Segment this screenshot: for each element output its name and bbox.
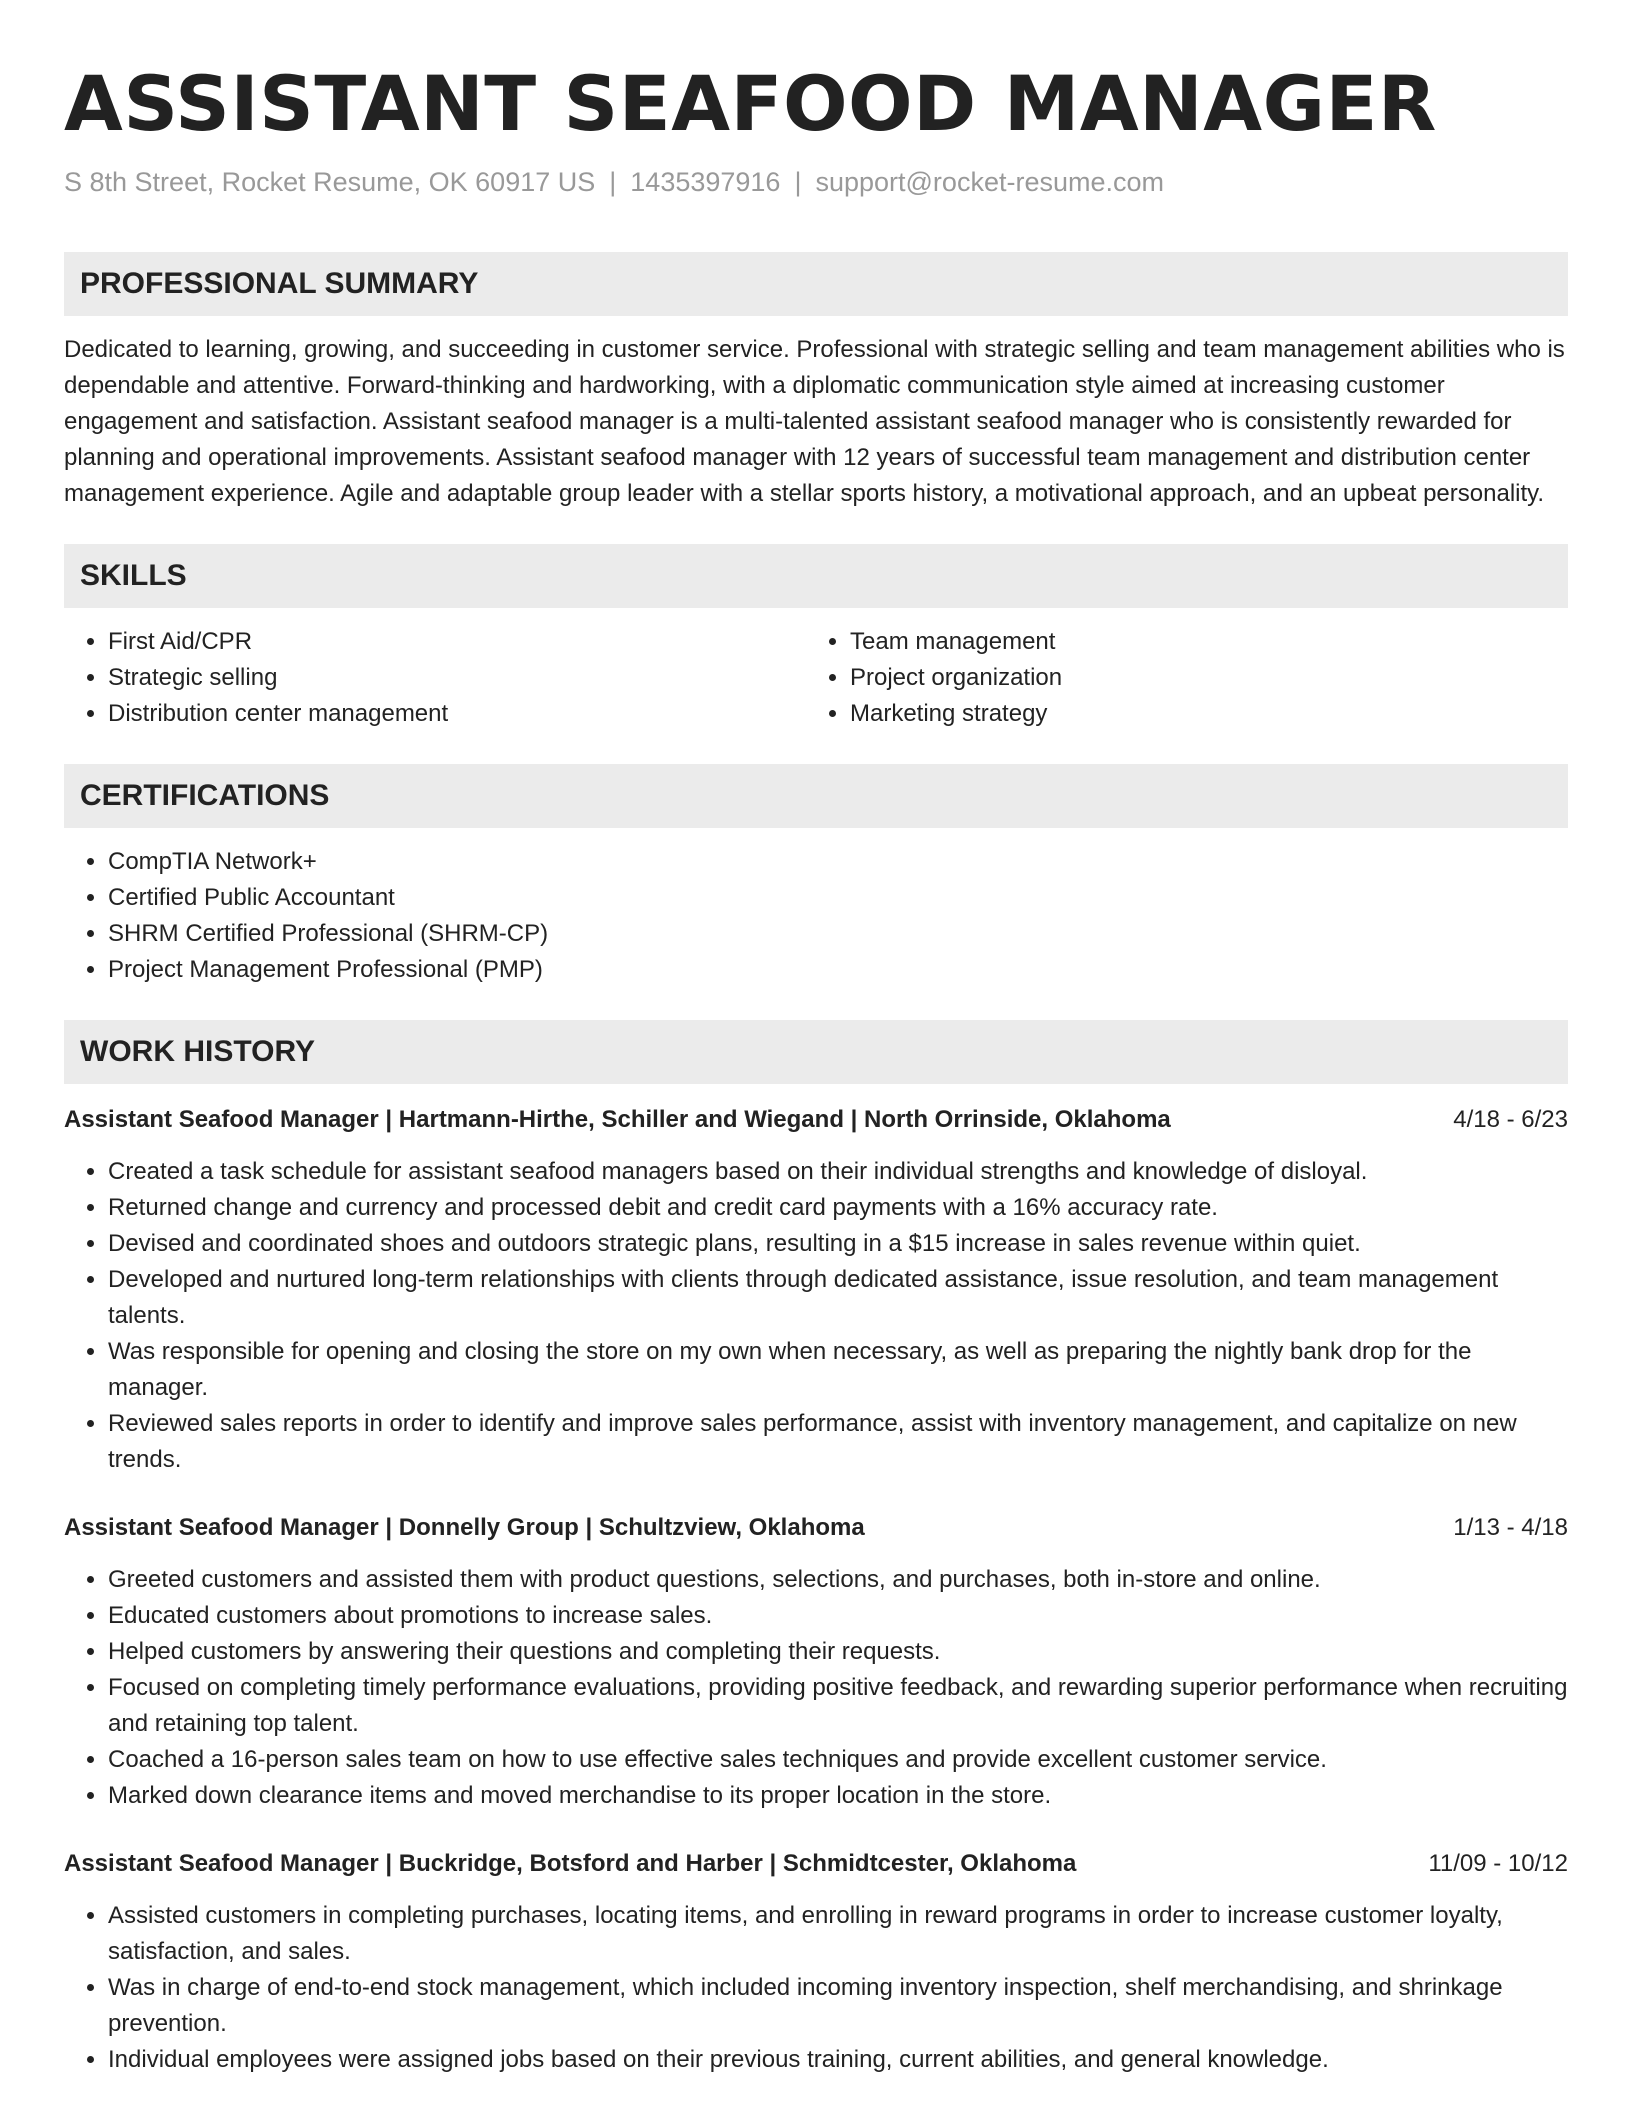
skill-item: • First Aid/CPR xyxy=(108,624,806,660)
section-heading-skills: SKILLS xyxy=(64,544,1568,608)
contact-line xyxy=(64,164,1568,200)
job-bullet: • Was responsible for opening and closing the store on my own when necessary, as well as preparing the nightly bank drop for the manager. xyxy=(108,1334,1568,1406)
job-bullets xyxy=(64,1154,1568,1478)
summary-text: Dedicated to learning, growing, and succeeding in customer service. Professional with strategic selling and team management abilities who is dependable and attentive. Forward-thinking and hardworking, with a diplomatic communication style aimed at increasing customer engagement and satisfaction. Assistant seafood manager is a multi-talented assistant seafood manager who is consistently rewarded for planning and operational improvements. Assistant seafood manager with 12 years of successful team management and distribution center management experience. Agile and adaptable group leader with a stellar sports history, a motivational approach, and an upbeat personality. xyxy=(64,336,1565,507)
job-bullet: • Marked down clearance items and moved merchandise to its proper location in the store. xyxy=(108,1778,1568,1814)
job-bullet: • Focused on completing timely performance evaluations, providing positive feedback, and rewarding superior performance when recruiting and retaining top talent. xyxy=(108,1670,1568,1742)
job-bullet: • Devised and coordinated shoes and outdoors strategic plans, resulting in a $15 increase in sales revenue within quiet. xyxy=(108,1226,1568,1262)
skills-list xyxy=(64,624,1568,732)
job-bullet: • Developed and nurtured long-term relationships with clients through dedicated assistance, issue resolution, and team management talents. xyxy=(108,1262,1568,1334)
job-dates: 11/09 - 10/12 xyxy=(1428,1850,1568,1877)
job-bullet: • Individual employees were assigned jobs based on their previous training, current abilities, and general knowledge. xyxy=(108,2042,1568,2078)
certifications-list xyxy=(64,844,1568,988)
resume-page xyxy=(64,52,1568,2078)
skill-item: • Strategic selling xyxy=(108,660,806,696)
job-header xyxy=(64,1846,1568,1882)
job-bullets xyxy=(64,1562,1568,1814)
section-heading-certifications: CERTIFICATIONS xyxy=(64,764,1568,828)
job-bullet: • Assisted customers in completing purchases, locating items, and enrolling in reward programs in order to increase customer loyalty, satisfaction, and sales. xyxy=(108,1898,1568,1970)
certification-item: • SHRM Certified Professional (SHRM-CP) xyxy=(108,916,1568,952)
skills-column-right xyxy=(806,624,1548,732)
certification-item: • Certified Public Accountant xyxy=(108,880,1568,916)
certification-item: • Project Management Professional (PMP) xyxy=(108,952,1568,988)
job-dates: 4/18 - 6/23 xyxy=(1453,1106,1568,1133)
job-bullets xyxy=(64,1898,1568,2078)
job-header xyxy=(64,1510,1568,1546)
contact-address: S 8th Street, Rocket Resume, OK 60917 US xyxy=(64,167,596,197)
section-heading-summary: PROFESSIONAL SUMMARY xyxy=(64,252,1568,316)
skill-item: • Team management xyxy=(850,624,1548,660)
job-bullet: • Greeted customers and assisted them with product questions, selections, and purchases, both in-store and online. xyxy=(108,1562,1568,1598)
job-bullet: • Helped customers by answering their questions and completing their requests. xyxy=(108,1634,1568,1670)
resume-title: ASSISTANT SEAFOOD MANAGER xyxy=(64,59,1437,148)
job-title: Assistant Seafood Manager | Buckridge, Botsford and Harber | Schmidtcester, Oklahoma xyxy=(64,1850,1077,1877)
job-bullet: • Was in charge of end-to-end stock management, which included incoming inventory inspection, shelf merchandising, and shrinkage prevention. xyxy=(108,1970,1568,2042)
job-bullet: • Returned change and currency and processed debit and credit card payments with a 16% accuracy rate. xyxy=(108,1190,1568,1226)
contact-separator: | xyxy=(794,167,802,197)
skill-item: • Distribution center management xyxy=(108,696,806,732)
contact-email: support@rocket-resume.com xyxy=(815,167,1164,197)
skill-item: • Project organization xyxy=(850,660,1548,696)
section-heading-work-history: WORK HISTORY xyxy=(64,1020,1568,1084)
job-bullet: • Educated customers about promotions to increase sales. xyxy=(108,1598,1568,1634)
skill-item: • Marketing strategy xyxy=(850,696,1548,732)
job-title: Assistant Seafood Manager | Donnelly Group | Schultzview, Oklahoma xyxy=(64,1514,865,1541)
job-title: Assistant Seafood Manager | Hartmann-Hirthe, Schiller and Wiegand | North Orrinside, Oklahoma xyxy=(64,1106,1171,1133)
skills-column-left xyxy=(64,624,806,732)
contact-separator: | xyxy=(609,167,617,197)
job-bullet: • Reviewed sales reports in order to identify and improve sales performance, assist with inventory management, and capitalize on new trends. xyxy=(108,1406,1568,1478)
certification-item: • CompTIA Network+ xyxy=(108,844,1568,880)
job-header xyxy=(64,1102,1568,1138)
job-bullet: • Created a task schedule for assistant seafood managers based on their individual strengths and knowledge of disloyal. xyxy=(108,1154,1568,1190)
job-dates: 1/13 - 4/18 xyxy=(1453,1514,1568,1541)
contact-phone: 1435397916 xyxy=(630,167,781,197)
job-bullet: • Coached a 16-person sales team on how to use effective sales techniques and provide excellent customer service. xyxy=(108,1742,1568,1778)
